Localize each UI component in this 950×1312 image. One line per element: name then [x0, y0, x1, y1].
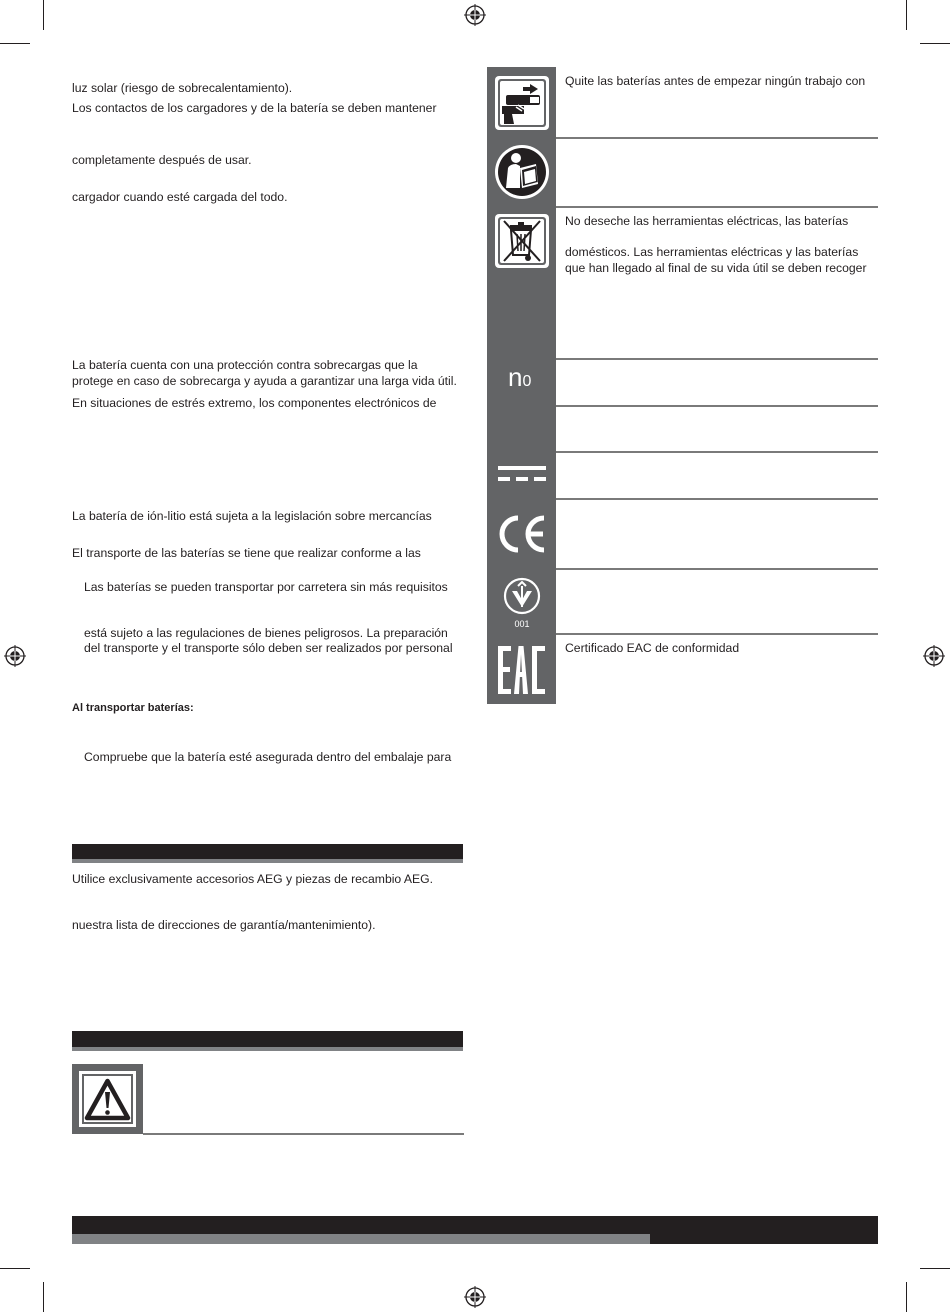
symbol-description: domésticos. Las herramientas eléctricas y las baterías — [565, 245, 859, 259]
crop-mark — [906, 0, 907, 30]
body-text: nuestra lista de direcciones de garantía/mantenimiento). — [72, 918, 376, 932]
crop-mark — [43, 1282, 44, 1312]
footer-grey-bar — [72, 1234, 650, 1244]
body-text: La batería cuenta con una protección contra sobrecargas que la — [72, 358, 418, 372]
crossed-bin-icon — [494, 213, 550, 269]
row-divider — [556, 451, 878, 453]
remove-battery-icon — [494, 75, 550, 131]
row-divider — [556, 568, 878, 570]
row-divider — [556, 137, 878, 139]
row-divider — [556, 498, 878, 500]
list-item-text: está sujeto a las regulaciones de bienes peligrosos. La preparación — [84, 626, 448, 640]
symbol-description: No deseche las herramientas eléctricas, las baterías — [565, 214, 849, 228]
warning-divider — [143, 1133, 464, 1135]
warning-triangle-icon — [72, 1064, 143, 1134]
body-text: Los contactos de los cargadores y de la batería se deben mantener — [72, 101, 437, 115]
registration-mark-icon — [4, 645, 26, 667]
body-text: El transporte de las baterías se tiene que realizar conforme a las — [72, 546, 421, 560]
symbol-description: Certificado EAC de conformidad — [565, 641, 740, 655]
crop-mark — [0, 1268, 30, 1269]
svg-text:001: 001 — [514, 619, 530, 629]
section-header-underline — [72, 859, 463, 863]
body-text: completamente después de usar. — [72, 153, 252, 167]
registration-mark-icon — [464, 4, 486, 26]
registration-mark-icon — [464, 1286, 486, 1308]
row-divider — [556, 206, 878, 208]
transport-heading: Al transportar baterías: — [72, 702, 194, 714]
crop-mark — [43, 0, 44, 30]
footer-dark-bar — [650, 1234, 878, 1244]
direct-current-icon — [494, 462, 550, 486]
crop-mark — [0, 43, 30, 44]
list-item-text: del transporte y el transporte sólo deben ser realizados por personal — [84, 641, 453, 655]
symbol-description: Quite las baterías antes de empezar ningún trabajo con — [565, 74, 866, 88]
section-header-underline — [72, 1047, 463, 1051]
footer-bar — [72, 1216, 878, 1234]
section-header-bar — [72, 1031, 463, 1047]
body-text: protege en caso de sobrecarga y ayuda a garantizar una larga vida útil. — [72, 374, 457, 388]
ukrainian-conformity-icon — [494, 574, 550, 630]
body-text: cargador cuando esté cargada del todo. — [72, 190, 288, 204]
no-load-speed-icon: n0 — [508, 362, 532, 392]
registration-mark-icon — [923, 645, 945, 667]
body-text: Utilice exclusivamente accesorios AEG y piezas de recambio AEG. — [72, 872, 434, 886]
section-header-bar — [72, 844, 463, 859]
body-text: La batería de ión-litio está sujeta a la legislación sobre mercancías — [72, 509, 432, 523]
list-item-text: Compruebe que la batería esté asegurada dentro del embalaje para — [84, 750, 452, 764]
row-divider — [556, 358, 878, 360]
row-divider — [556, 633, 878, 635]
read-manual-icon — [494, 144, 550, 200]
list-item-text: Las baterías se pueden transportar por carretera sin más requisitos — [84, 580, 448, 594]
symbol-description: que han llegado al final de su vida útil se deben recoger — [565, 261, 867, 275]
body-text: luz solar (riesgo de sobrecalentamiento). — [72, 81, 293, 95]
warning-box — [72, 1064, 143, 1134]
body-text: En situaciones de estrés extremo, los componentes electrónicos de — [72, 396, 437, 410]
crop-mark — [906, 1282, 907, 1312]
eac-mark-icon — [494, 642, 550, 698]
crop-mark — [920, 1268, 950, 1269]
row-divider — [556, 405, 878, 407]
ce-mark-icon — [494, 510, 550, 558]
crop-mark — [920, 43, 950, 44]
